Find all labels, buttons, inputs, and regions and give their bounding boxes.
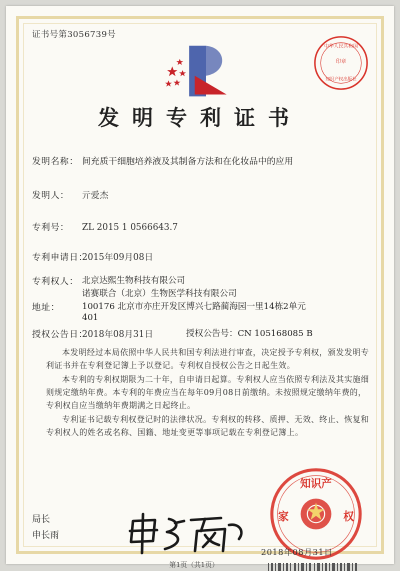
- filing-date-label: 专利申请日：: [32, 253, 88, 263]
- publication-number-value: CN 105168085 B: [237, 329, 313, 339]
- patentee-1: 北京达熙生物科技有限公司: [82, 276, 186, 286]
- svg-text:印章: 印章: [335, 59, 347, 65]
- address-value-2: 401: [82, 313, 99, 323]
- certificate-number: 证书号第3056739号: [32, 30, 116, 40]
- svg-text:权: 权: [343, 510, 354, 523]
- paragraph-3: 专利证书记载专利权登记时的法律状况。专利权的转移、质押、无效、终止、恢复和专利权人的姓名或名称、国籍、地址变更等事项记载在专利登记簿上。: [46, 415, 370, 437]
- director-title: 局长: [32, 515, 51, 525]
- address-row: [32, 300, 82, 313]
- patentee-label: 专利权人：: [32, 277, 79, 287]
- patent-number-row: [32, 220, 178, 233]
- inventor-value: 亓爱杰: [82, 191, 109, 201]
- issue-date: 2018年08月31日: [261, 547, 333, 557]
- patent-office-logo-icon: [161, 36, 236, 106]
- svg-text:知识产权出版社: 知识产权出版社: [325, 77, 357, 83]
- invention-name-label: 发明名称：: [32, 157, 79, 167]
- patent-number-value: ZL 2015 1 0566643.7: [82, 223, 178, 233]
- paragraph-1: 本发明经过本局依照中华人民共和国专利法进行审查，决定授予专利权，颁发发明专利证书并在专利登记簿上予以登记。专利权自授权公告之日起生效。: [46, 348, 370, 370]
- svg-text:知识产: 知识产: [300, 478, 332, 491]
- inventor-row: [32, 188, 108, 201]
- svg-text:家: 家: [278, 510, 289, 523]
- invention-name-value: 间充质干细胞培养液及其制备方法和在化妆品中的应用: [82, 157, 294, 167]
- filing-date-row: [32, 250, 153, 263]
- director-signature-icon: [121, 511, 256, 556]
- director-name: 申长雨: [32, 531, 60, 541]
- grant-date-row: [32, 327, 153, 340]
- invention-name-row: [32, 154, 82, 167]
- patentee-2: 诺赛联合（北京）生物医学科技有限公司: [82, 289, 237, 299]
- filing-date-value: 2015年09月08日: [82, 253, 154, 263]
- address-value: 100176 北京市亦庄开发区博兴七路蔺海园一里14栋2单元: [82, 302, 306, 312]
- paragraph-2: 本专利的专利权期限为二十年，自申请日起算。专利权人应当依照专利法及其实施细则规定缴纳年费。本专利的年费应当在每年09月08日前缴纳。未按照规定缴纳年费的，专利权自应当缴纳年费期满之日起终止。: [46, 375, 370, 410]
- svg-text:中华人民共和国: 中华人民共和国: [324, 44, 358, 50]
- certificate-title: 发明专利证书: [98, 105, 302, 130]
- patent-number-label: 专利号：: [32, 223, 70, 233]
- patentee-row: [32, 274, 82, 287]
- inventor-label: 发明人：: [32, 191, 70, 201]
- grant-date-label: 授权公告日：: [32, 330, 88, 340]
- page-number: 第1页（共1页）: [169, 561, 219, 569]
- grant-date-value: 2018年08月31日: [82, 330, 154, 340]
- certificate-sheet: [6, 6, 394, 564]
- publisher-seal-icon: [312, 34, 370, 92]
- publication-number-row: [186, 327, 313, 339]
- address-label: 地址：: [32, 303, 60, 313]
- publication-number-label: 授权公告号：: [186, 329, 238, 339]
